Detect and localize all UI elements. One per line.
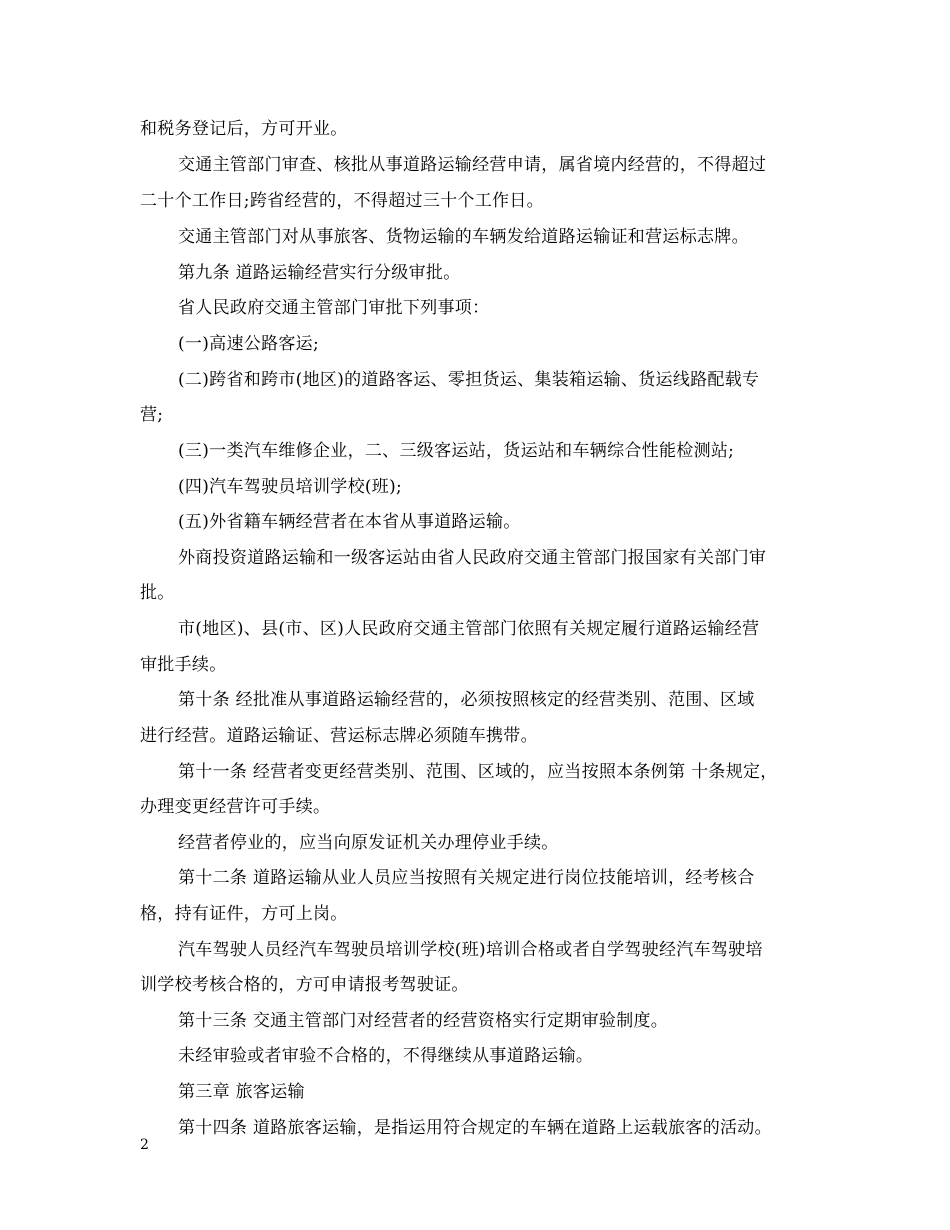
text-line: 交通主管部门审查、核批从事道路运输经营申请，属省境内经营的，不得超过 xyxy=(178,155,767,175)
text-line: (三)一类汽车维修企业，二、三级客运站，货运站和车辆综合性能检测站; xyxy=(178,441,735,461)
text-line: 省人民政府交通主管部门审批下列事项： xyxy=(178,298,490,318)
text-line: (一)高速公路客运; xyxy=(178,334,319,354)
text-line: 汽车驾驶人员经汽车驾驶员培训学校(班)培训合格或者自学驾驶经汽车驾驶培 xyxy=(178,940,763,960)
text-line: 批。 xyxy=(140,583,175,603)
text-line: 交通主管部门对从事旅客、货物运输的车辆发给道路运输证和营运标志牌。 xyxy=(178,227,749,247)
text-line: 第十二条 道路运输从业人员应当按照有关规定进行岗位技能培训，经考核合 xyxy=(178,868,755,888)
text-line: 市(地区)、县(市、区)人民政府交通主管部门依照有关规定履行道路运输经营 xyxy=(178,619,760,639)
text-line: 办理变更经营许可手续。 xyxy=(140,797,331,817)
text-line: 进行经营。道路运输证、营运标志牌必须随车携带。 xyxy=(140,726,538,746)
text-line: 经营者停业的，应当向原发证机关办理停业手续。 xyxy=(178,833,559,853)
text-line: 未经审验或者审验不合格的，不得继续从事道路运输。 xyxy=(178,1046,594,1066)
text-line: 第三章 旅客运输 xyxy=(178,1082,305,1102)
text-line: 第十四条 道路旅客运输，是指运用符合规定的车辆在道路上运载旅客的活动。 xyxy=(178,1118,772,1138)
page-number: 2 xyxy=(140,1137,149,1153)
text-line: 和税务登记后，方可开业。 xyxy=(140,119,348,139)
text-line: 外商投资道路运输和一级客运站由省人民政府交通主管部门报国家有关部门审 xyxy=(178,548,767,568)
text-line: 营; xyxy=(140,405,164,425)
text-line: 第九条 道路运输经营实行分级审批。 xyxy=(178,263,461,283)
text-line: 第十三条 交通主管部门对经营者的经营资格实行定期审验制度。 xyxy=(178,1011,669,1031)
text-line: 二十个工作日;跨省经营的，不得超过三十个工作日。 xyxy=(140,191,544,211)
text-line: (四)汽车驾驶员培训学校(班); xyxy=(178,477,403,497)
text-line: 第十条 经批准从事道路运输经营的，必须按照核定的经营类别、范围、区域 xyxy=(178,690,755,710)
text-line: 格，持有证件，方可上岗。 xyxy=(140,904,348,924)
text-line: (五)外省籍车辆经营者在本省从事道路运输。 xyxy=(178,512,521,532)
text-line: 第十一条 经营者变更经营类别、范围、区域的，应当按照本条例第 十条规定， xyxy=(178,762,778,782)
text-line: 审批手续。 xyxy=(140,655,227,675)
text-line: (二)跨省和跨市(地区)的道路客运、零担货运、集装箱运输、货运线路配载专 xyxy=(178,370,760,390)
text-line: 训学校考核合格的，方可申请报考驾驶证。 xyxy=(140,975,469,995)
